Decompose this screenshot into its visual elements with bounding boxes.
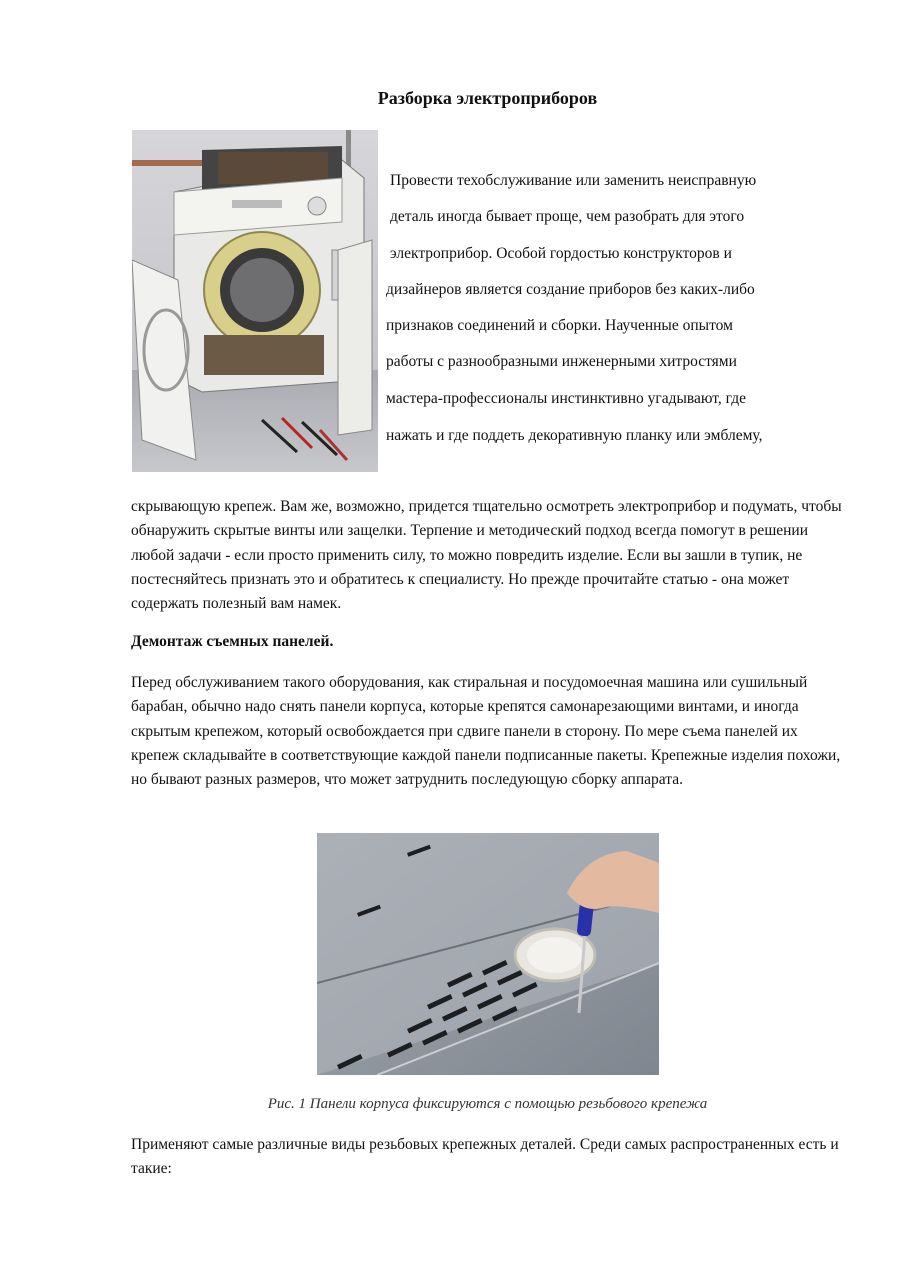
page-title: Разборка электроприборов [377, 88, 598, 108]
paragraph-1: скрывающую крепеж. Вам же, возможно, придется тщательно осмотреть электроприбор и подумать, чтобы обнаружить скрытые винты или защелки. Терпение и методический подход всегда помогут в решении любой задачи - если просто применить силу, то можно повредить изделие. Если вы зашли в тупик, не постесняйтесь признать это и обратитесь к специалисту. Но прежде прочитайте статью - она может содержать полезный вам намек. [131, 498, 842, 613]
figure-caption: Рис. 1 Панели корпуса фиксируются с помощью резьбового крепежа [267, 1096, 708, 1112]
intro-line: дизайнеров является создание приборов без каких-либо [386, 281, 755, 298]
washing-machine-photo [132, 130, 378, 472]
intro-line: мастера-профессионалы инстинктивно угадывают, где [386, 390, 746, 407]
intro-line: работы с разнообразными инженерными хитростями [386, 353, 737, 370]
paragraph-2: Перед обслуживанием такого оборудования, как стиральная и посудомоечная машина или сушильный барабан, обычно надо снять панели корпуса, которые крепятся самонарезающими винтами, и иногда скрытым крепежом, который освобождается при сдвиге панели в сторону. По мере съема панелей их крепеж складывайте в соответствующие каждой панели подписанные пакеты. Крепежные изделия похожи, но бывают разных размеров, что может затруднить последующую сборку аппарата. [131, 674, 841, 789]
intro-line: электроприбор. Особой гордостью конструкторов и [390, 245, 732, 262]
section-heading: Демонтаж съемных панелей. [131, 633, 334, 650]
intro-line: Провести техобслуживание или заменить неисправную [390, 172, 757, 189]
intro-line: деталь иногда бывает проще, чем разобрать для этого [390, 208, 745, 225]
panel-screwdriver-photo [317, 833, 659, 1075]
paragraph-3: Применяют самые различные виды резьбовых крепежных деталей. Среди самых распространенных есть и такие: [131, 1136, 839, 1178]
intro-line: нажать и где поддеть декоративную планку или эмблему, [386, 427, 763, 444]
intro-line: признаков соединений и сборки. Наученные опытом [386, 317, 733, 334]
